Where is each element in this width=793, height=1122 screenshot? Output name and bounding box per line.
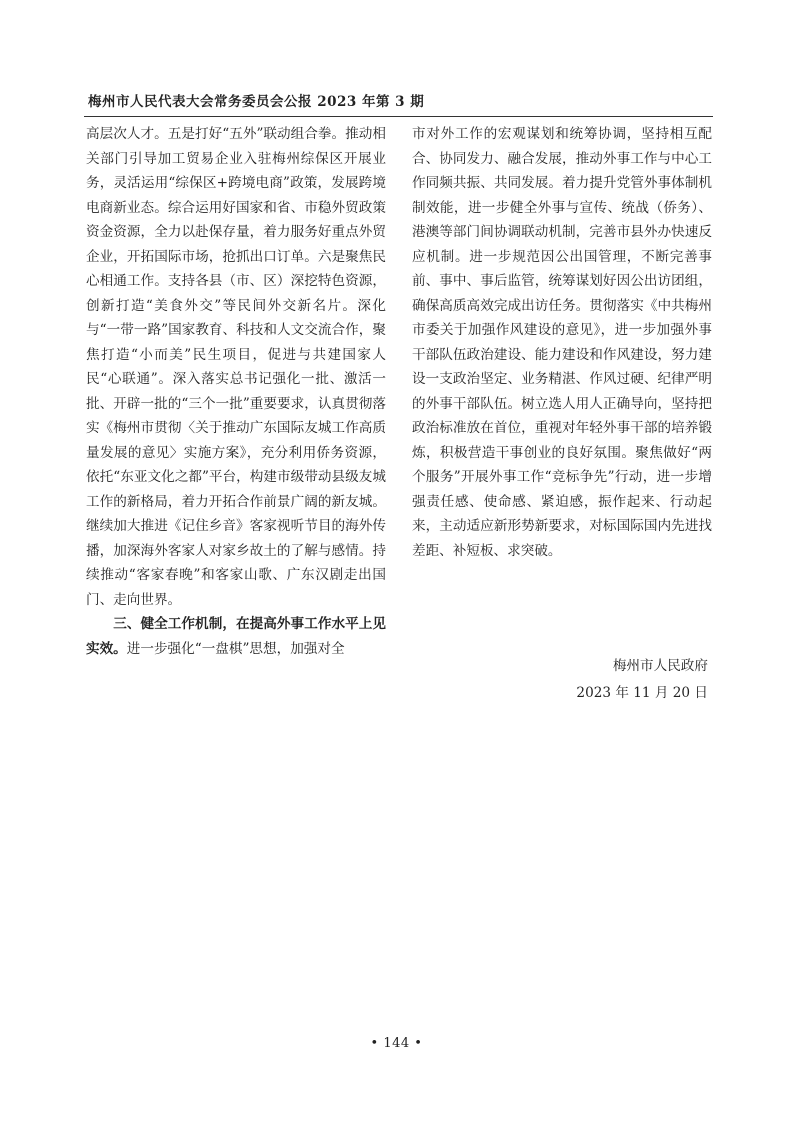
body-paragraph: 高层次人才。五是打好“五外”联动组合拳。推动相关部门引导加工贸易企业入驻梅州综保区开展业务，灵活运用“综保区+跨境电商”政策，发展跨境电商新业态。综合运用好国家和省、市稳外贸政策资金资源，全力以赴保存量，着力服务好重点外贸企业，开拓国际市场，抢抓出口订单。六是聚焦民心相通工作。支持各县（市、区）深挖特色资源，创新打造“美食外交”等民间外交新名片。深化与“一带一路”国家教育、科技和人文交流合作，聚焦打造“小而美”民生项目，促进与共建国家人民“心联通”。深入落实总书记强化一批、激活一批、开辟一批的“三个一批”重要要求，认真贯彻落实《梅州市贯彻〈关于推动广东国际友城工作高质量发展的意见〉实施方案》，充分利用侨务资源，依托“东亚文化之都”平台，构建市级带动县级友城工作的新格局，着力开拓合作前景广阔的新友城。继续加大推进《记住乡音》客家视听节目的海外传播，加深海外客家人对家乡故土的了解与感情。持续推动“客家春晚”和客家山歌、广东汉剧走出国门、走向世界。	[86, 126, 386, 608]
signature-organization: 梅州市人民政府	[612, 658, 708, 674]
page-number: • 144 •	[370, 1036, 423, 1051]
section-heading: 三、健全工作机制，在提高外事工作水平上见实效。	[86, 616, 386, 657]
section-text: 进一步强化“一盘棋”思想，加强对全	[126, 640, 345, 657]
left-text-column	[86, 122, 386, 661]
section-paragraph	[86, 612, 386, 661]
signature-date: 2023 年 11 月 20 日	[576, 685, 708, 701]
right-text-column	[412, 122, 712, 563]
journal-header: 梅州市人民代表大会常务委员会公报 2023 年第 3 期	[88, 94, 425, 110]
header-divider	[84, 116, 713, 117]
body-paragraph-continued: 市对外工作的宏观谋划和统筹协调，坚持相互配合、协同发力、融合发展，推动外事工作与中心工作同频共振、共同发展。着力提升党管外事体制机制效能，进一步健全外事与宣传、统战（侨务）、港澳等部门间协调联动机制，完善市县外办快速反应机制。进一步规范因公出国管理，不断完善事前、事中、事后监管，统筹谋划好因公出访团组，确保高质高效完成出访任务。贯彻落实《中共梅州市委关于加强作风建设的意见》，进一步加强外事干部队伍政治建设、能力建设和作风建设，努力建设一支政治坚定、业务精湛、作风过硬、纪律严明的外事干部队伍。树立选人用人正确导向，坚持把政治标准放在首位，重视对年轻外事干部的培养锻炼，积极营造干事创业的良好氛围。聚焦做好“两个服务”开展外事工作“竞标争先”行动，进一步增强责任感、使命感、紧迫感，振作起来、行动起来，主动适应新形势新要求，对标国际国内先进找差距、补短板、求突破。	[412, 126, 712, 559]
